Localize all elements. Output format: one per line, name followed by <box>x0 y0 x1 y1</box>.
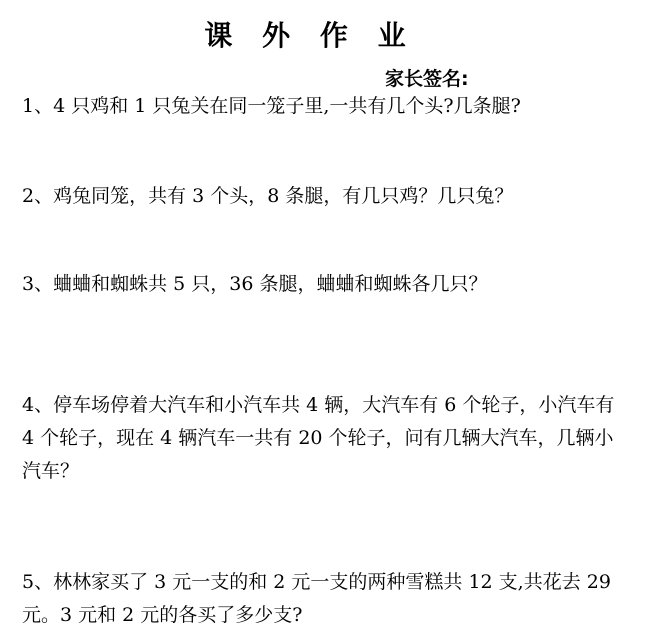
page-title: 课 外 作 业 <box>204 19 416 52</box>
problem-5: 5、林林家买了 3 元一支的和 2 元一支的两种雪糕共 12 支,共花去 29 元。3 元和 2 元的各买了多少支? <box>22 571 611 626</box>
problem-4: 4、停车场停着大汽车和小汽车共 4 辆，大汽车有 6 个轮子，小汽车有 4 个轮子，现在 4 辆汽车一共有 20 个轮子，问有几辆大汽车，几辆小汽车？ <box>22 394 615 482</box>
parent-signature-label: 家长签名: <box>385 68 469 90</box>
problem-3: 3、蛐蛐和蜘蛛共 5 只，36 条腿，蛐蛐和蜘蛛各几只？ <box>22 273 488 295</box>
problem-1: 1、4 只鸡和 1 只兔关在同一笼子里,一共有几个头?几条腿? <box>22 95 521 117</box>
problem-2: 2、鸡兔同笼，共有 3 个头，8 条腿，有几只鸡？几只兔？ <box>22 185 514 207</box>
